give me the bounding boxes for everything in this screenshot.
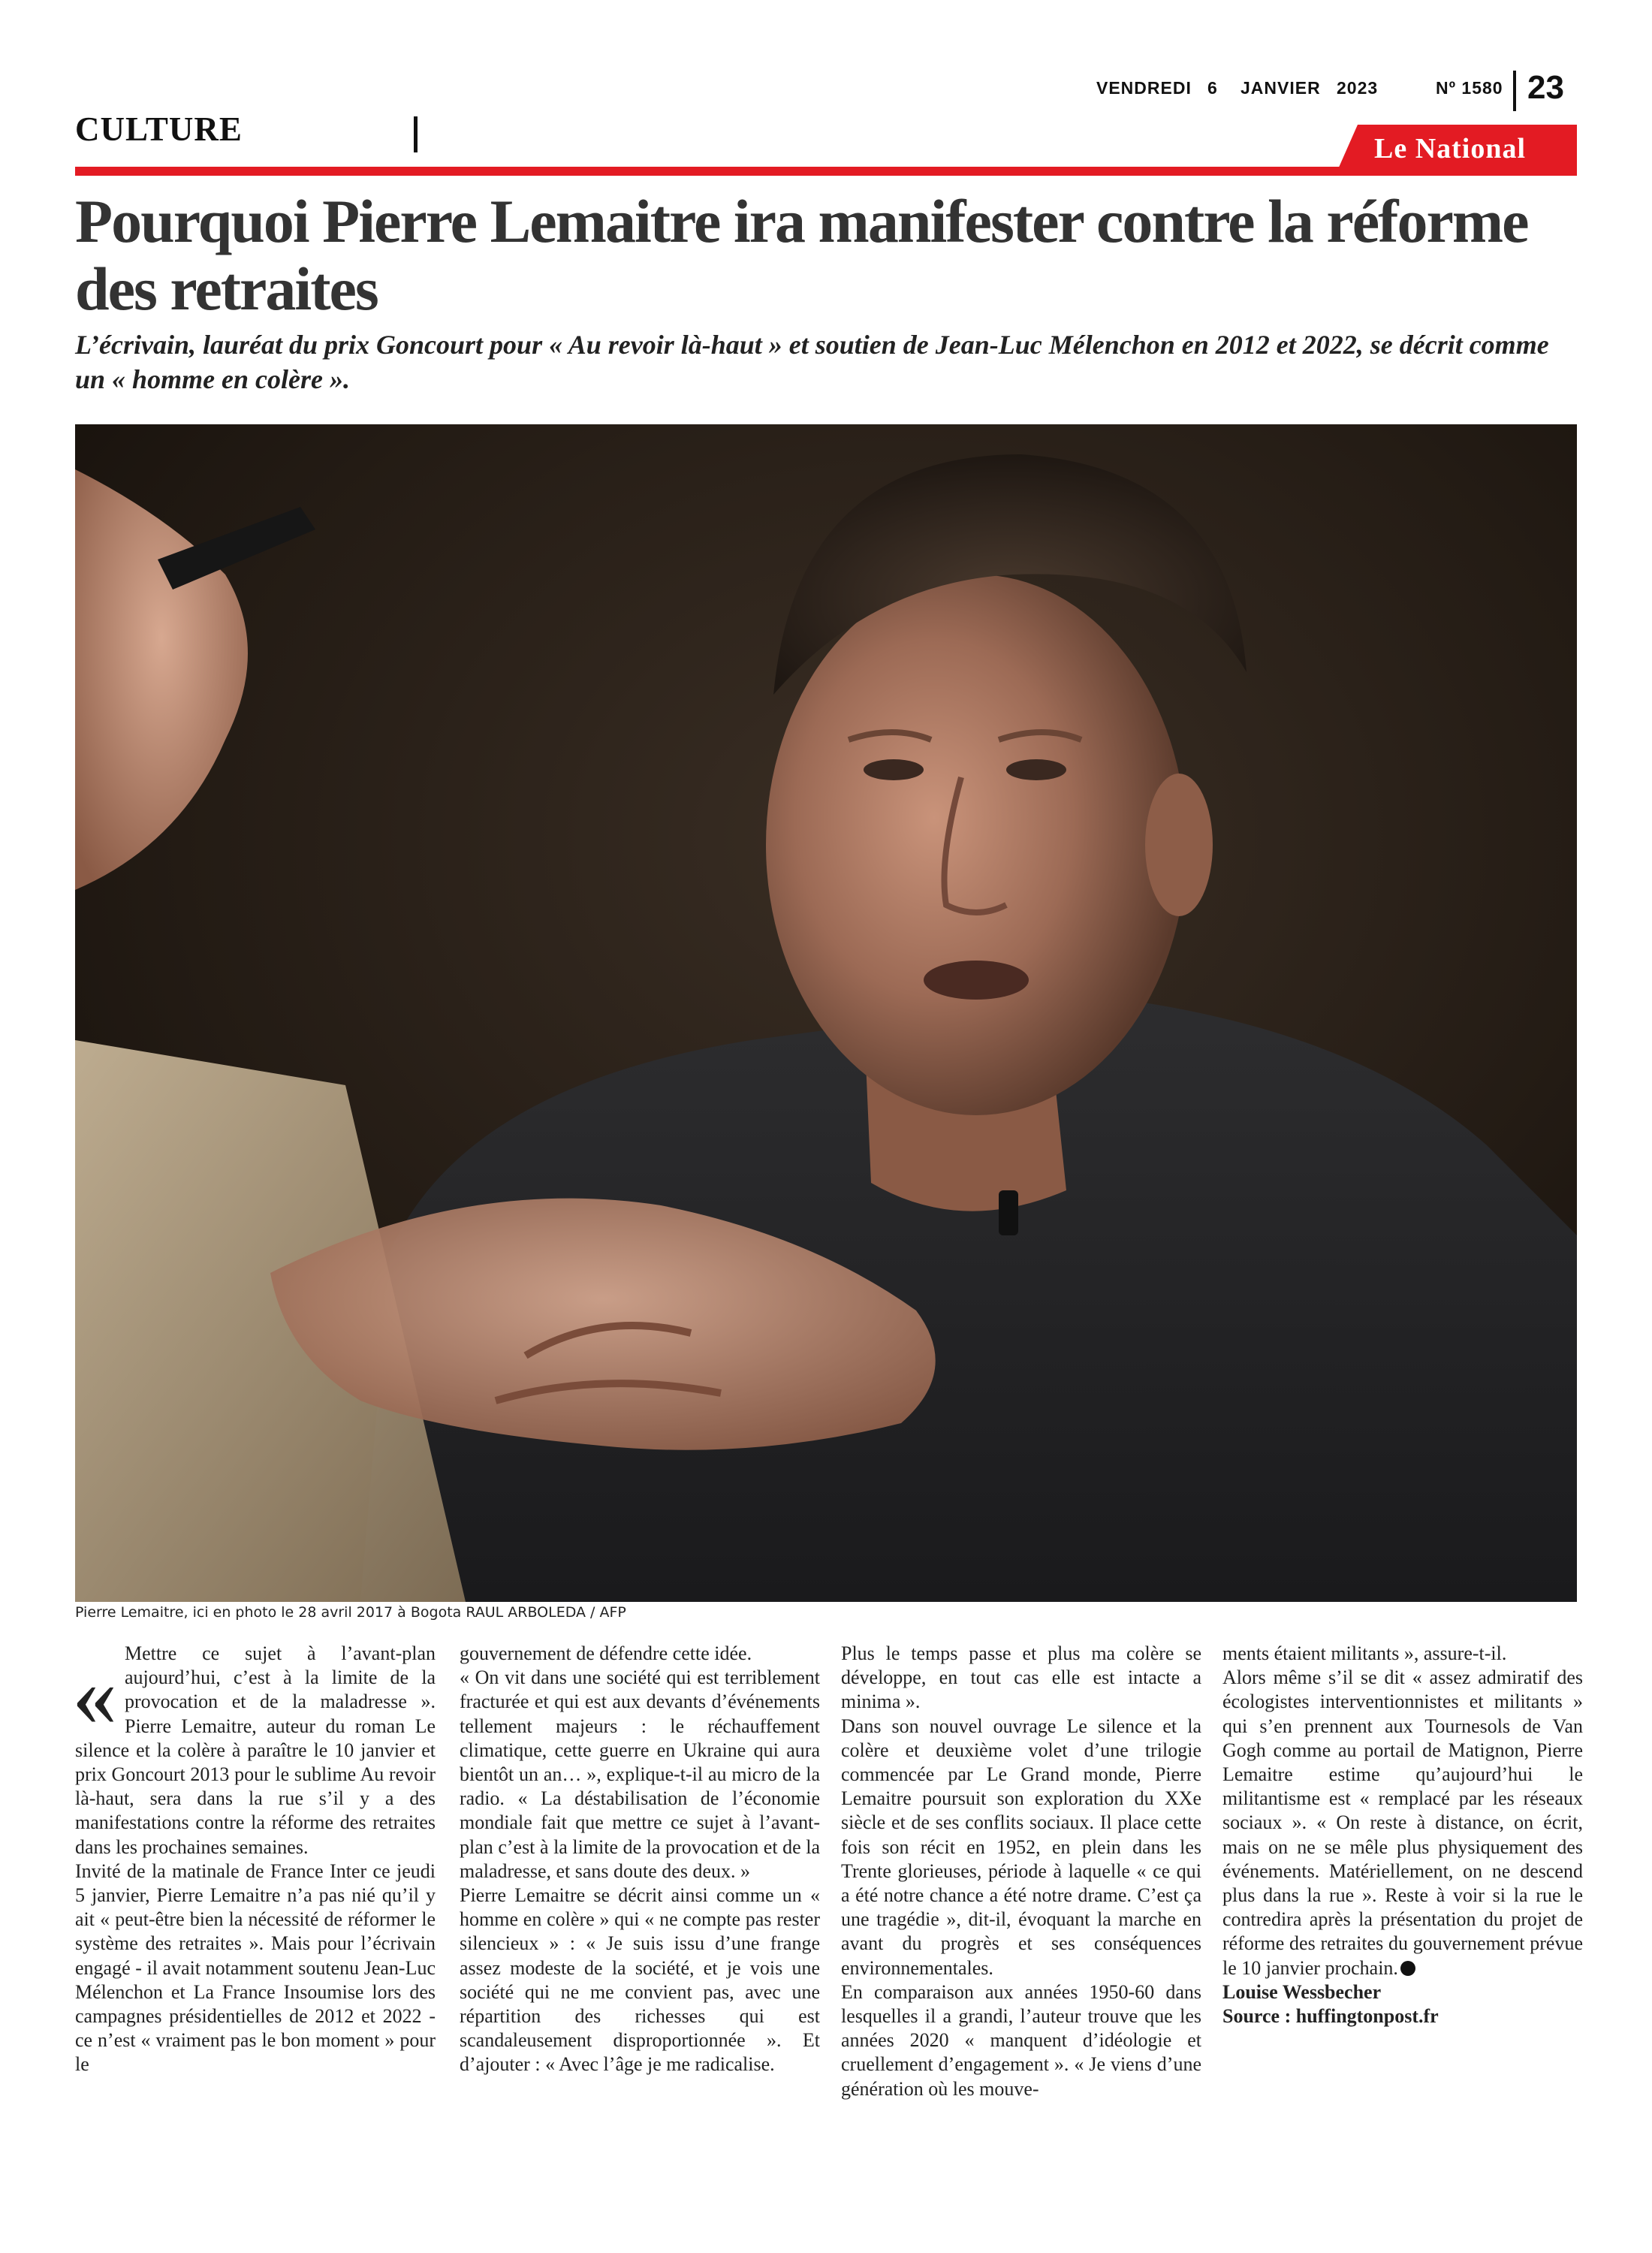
article-column-1 xyxy=(72,1642,436,2077)
author-byline: Louise Wessbecher xyxy=(1222,1980,1382,2003)
paragraph: Plus le temps passe et plus ma colère se développe, en tout cas elle est intacte a minima ». xyxy=(841,1642,1201,1713)
paragraph: Dans son nouvel ouvrage Le silence et la colère et deuxième volet d’une trilogie commencée par Le Grand monde, Pierre Lemaitre poursuit son exploration du XXe siècle et de ses conflits sociaux. Il place cette fois son récit en 1952, en plein dans les Trente glorieuses, période à laquelle « ce qui a été notre chance a été notre drame. C’est ça une tragédie », dit-il, évoquant la marche en avant du progrès et ses conséquences environnementales. xyxy=(841,1715,1201,1979)
paragraph-text: Alors même s’il se dit « assez admiratif des écologistes interventionnistes et militants » qui s’en prennent aux Tournesols de Van Gogh comme au portail de Matignon, Pierre Lemaitre estime qu’aujourd’hui le militantisme est « remplacé par les réseaux sociaux ». « On reste à distance, on écrit, mais on ne se mêle plus physiquement des événements. Matériellement, on ne descend plus dans la rue ». Reste à voir si la rue le contredira après la présentation du projet de réforme des retraites du gouvernement prévue le 10 janvier prochain. xyxy=(1222,1666,1583,1979)
paragraph: En comparaison aux années 1950-60 dans lesquelles il a grandi, l’auteur trouve que les années 2020 « manquent d’idéologie et cruellement d’engagement ». « Je viens d’une génération où les mouve- xyxy=(841,1980,1201,2100)
date-number: 6 xyxy=(1207,78,1218,98)
brand-name: Le National xyxy=(1374,133,1527,164)
paragraph: gouvernement de défendre cette idée. xyxy=(460,1642,752,1664)
paragraph: Invité de la matinale de France Inter ce jeudi 5 janvier, Pierre Lemaitre n’a pas nié qu’il y ait « peut-être bien la nécessité de réformer le système des retraites ». Mais pour l’écrivain engagé - il avait notamment soutenu Jean-Luc Mélenchon et La France Insoumise lors des campagnes présidentielles de 2012 et 2022 - ce n’est « vraiment pas le bon moment » pour le xyxy=(75,1859,436,2076)
issue-number: Nº 1580 xyxy=(1436,78,1503,98)
article-photo xyxy=(75,424,1577,1602)
article-standfirst: L’écrivain, lauréat du prix Goncourt pour « Au revoir là-haut » et soutien de Jean-Luc Mélenchon en 2012 et 2022, se décrit comme un « homme en colère ». xyxy=(75,330,1549,394)
paragraph xyxy=(1222,1666,1583,1980)
article-column-2 xyxy=(460,1642,820,2077)
page-number-divider xyxy=(1513,71,1516,111)
paragraph: « On vit dans une société qui est terriblement fracturée et qui est aux devants d’événements tellement majeurs : le réchauffement climatique, cette guerre en Ukraine qui aura bientôt un an… », explique-t-il au micro de la radio. « La déstabilisation de l’économie mondiale fait que mettre ce sujet à l’avant-plan c’est à la limite de la provocation et de la maladresse, et sans doute des deux. » xyxy=(460,1666,820,1882)
article-column-4 xyxy=(1222,1642,1583,2028)
article-source: Source : huffingtonpost.fr xyxy=(1222,2005,1439,2028)
article-column-3 xyxy=(841,1642,1201,2101)
section-label: CULTURE xyxy=(75,110,243,148)
opening-quote-mark: « xyxy=(72,1645,117,1745)
end-of-article-icon xyxy=(1400,1961,1415,1976)
paragraph: ments étaient militants », assure-t-il. xyxy=(1222,1642,1507,1664)
date-year: 2023 xyxy=(1337,78,1379,98)
paragraph: Mettre ce sujet à l’avant-plan aujourd’hui, c’est à la limite de la provocation et de la maladresse ». Pierre Lemaitre, auteur du roman Le silence et la colère à paraître le 10 janvier et prix Goncourt 2013 pour le sublime Au revoir là-haut, sera dans la rue s’il y a des manifestations contre la réforme des retraites dans les prochaines semaines. xyxy=(75,1642,436,1858)
date-month: JANVIER xyxy=(1241,78,1321,98)
date-day: VENDREDI xyxy=(1096,78,1192,98)
paragraph: Pierre Lemaitre se décrit ainsi comme un « homme en colère » qui « ne compte pas rester silencieux » : « Je suis issu d’une frange assez modeste de la société, et je vois une société qui ne me convient pas, avec une répartition des richesses qui est scandaleusement disproportionnée ». Et d’ajouter : « Avec l’âge je me radicalise. xyxy=(460,1884,820,2076)
photo-caption: Pierre Lemaitre, ici en photo le 28 avril 2017 à Bogota RAUL ARBOLEDA / AFP xyxy=(75,1604,626,1621)
article-headline: Pourquoi Pierre Lemaitre ira manifester contre la réforme des retraites xyxy=(75,187,1528,323)
page-number: 23 xyxy=(1527,69,1564,106)
section-divider xyxy=(414,116,418,152)
